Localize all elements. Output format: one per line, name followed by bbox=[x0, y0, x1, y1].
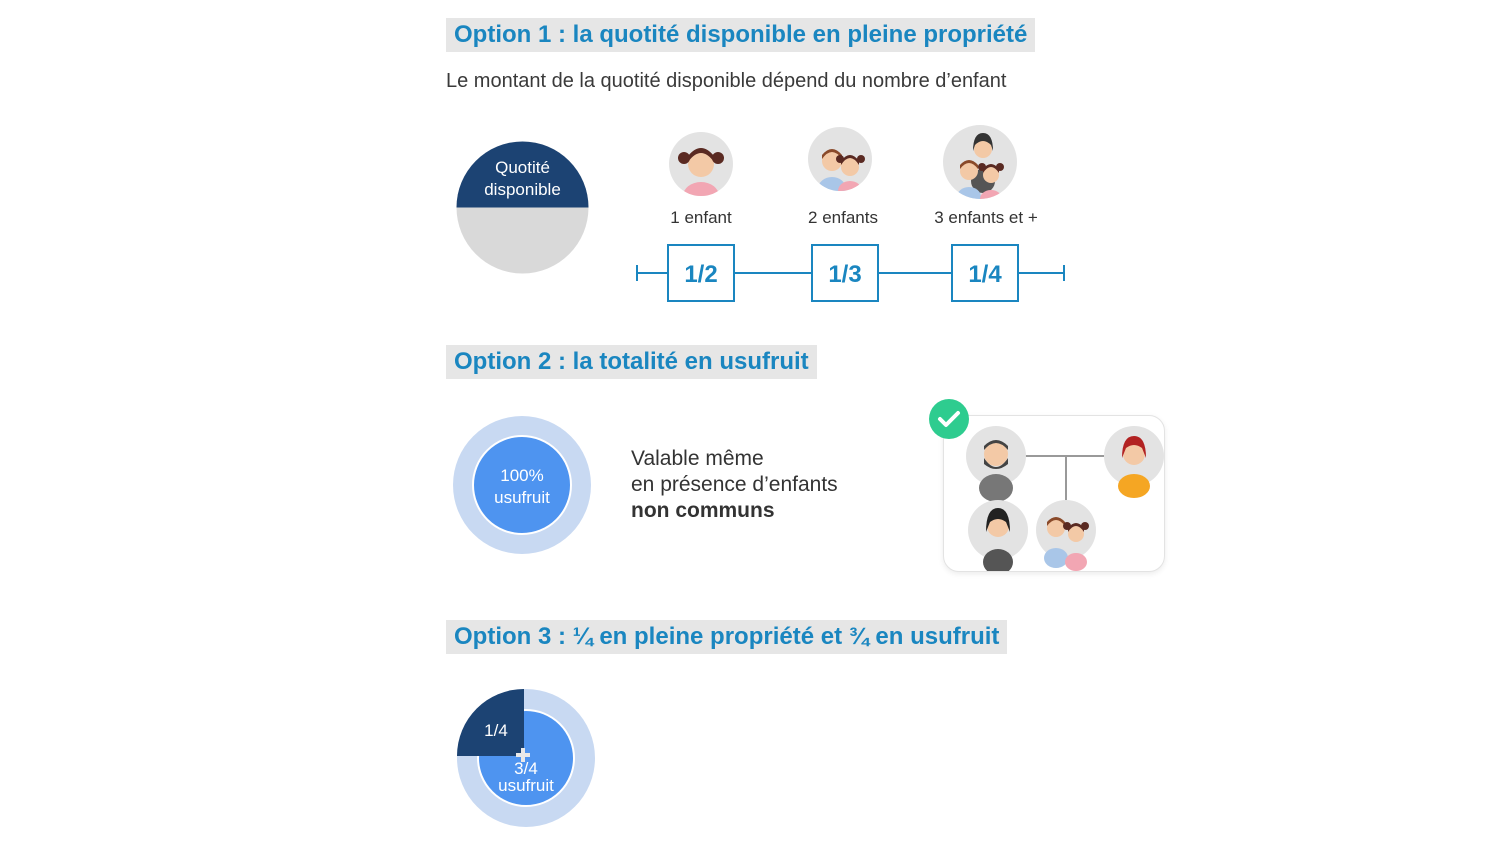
family-tree-icon bbox=[943, 415, 1165, 572]
option3-title: Option 3 : ¼ en pleine propriété et ¾ en usufruit bbox=[446, 620, 1007, 654]
option2-title: Option 2 : la totalité en usufruit bbox=[446, 345, 817, 379]
check-icon bbox=[929, 399, 969, 439]
two-children-icon bbox=[808, 127, 872, 191]
pie-label-line1: Quotité bbox=[495, 158, 550, 177]
usufruit-label: usufruit bbox=[498, 776, 554, 795]
option1-title: Option 1 : la quotité disponible en pleine propriété bbox=[446, 18, 1035, 52]
usufruit-fraction: 3/4 bbox=[514, 759, 538, 778]
usufruit-circle-line1: 100% bbox=[500, 466, 544, 485]
quarter-label: 1/4 bbox=[484, 721, 508, 740]
child-label-2: 2 enfants bbox=[808, 208, 878, 227]
one-child-icon bbox=[669, 132, 733, 196]
fraction-box-2: 1/3 bbox=[811, 244, 879, 302]
option1-subtitle: Le montant de la quotité disponible dépend du nombre d’enfant bbox=[446, 70, 1007, 92]
valable-line2: en présence d’enfants bbox=[631, 473, 838, 496]
fraction-box-3: 1/4 bbox=[951, 244, 1019, 302]
usufruit-circle-line2: usufruit bbox=[494, 488, 550, 507]
valable-line1: Valable même bbox=[631, 447, 764, 470]
child-label-3: 3 enfants et + bbox=[934, 208, 1038, 227]
timeline-end-tick bbox=[1063, 265, 1065, 281]
valable-line3: non communs bbox=[631, 499, 775, 522]
pie-label-line2: disponible bbox=[484, 180, 561, 199]
three-children-icon bbox=[943, 125, 1017, 199]
timeline-start-tick bbox=[636, 265, 638, 281]
child-label-1: 1 enfant bbox=[670, 208, 732, 227]
fraction-box-1: 1/2 bbox=[667, 244, 735, 302]
